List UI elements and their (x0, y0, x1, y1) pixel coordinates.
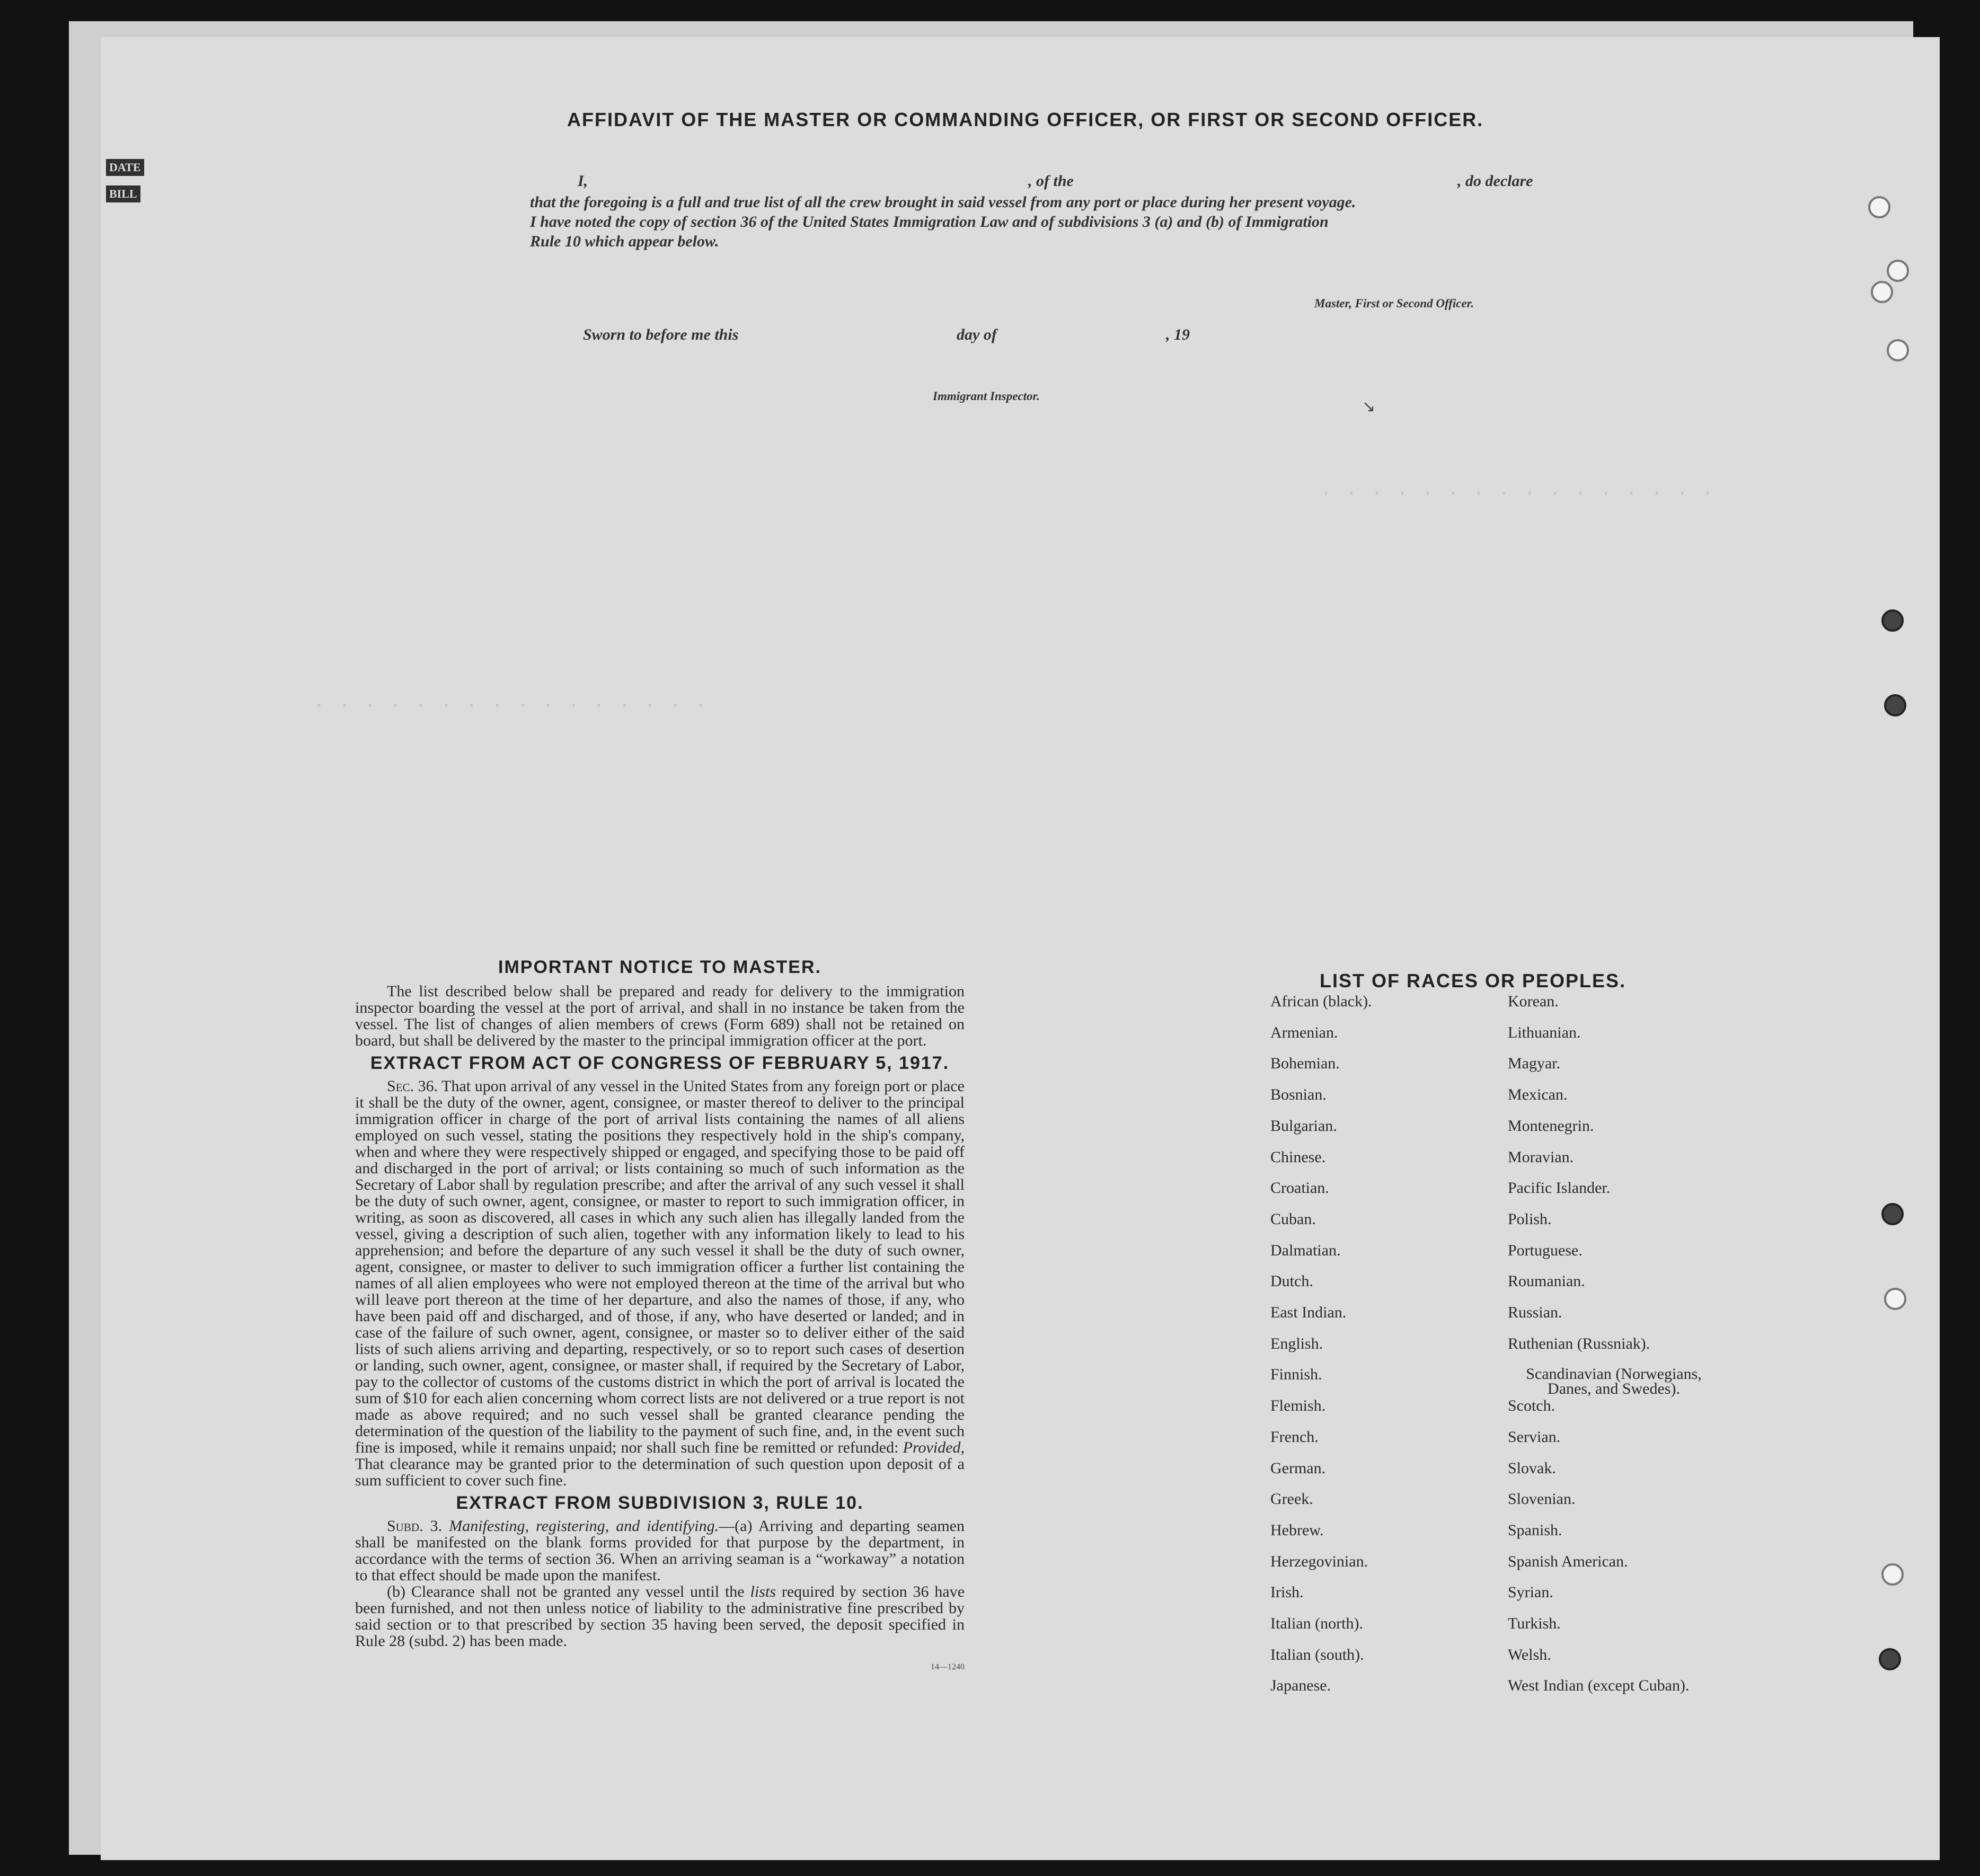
notice-column (355, 959, 965, 1675)
rule-text-b (355, 1583, 965, 1649)
punch-hole (1884, 1288, 1906, 1310)
race-item-left: Dalmatian. (1270, 1242, 1341, 1259)
race-item-left: English. (1270, 1335, 1323, 1352)
race-item-left: Dutch. (1270, 1272, 1313, 1290)
act-heading: EXTRACT FROM ACT OF CONGRESS OF FEBRUARY 5, 1917. (370, 1053, 950, 1073)
master-signature-label: Master, First or Second Officer. (1314, 297, 1474, 310)
race-item-left: Cuban. (1270, 1210, 1316, 1228)
race-item-left: Japanese. (1270, 1677, 1331, 1694)
pen-mark: ↘ (1362, 397, 1376, 416)
race-item-left: Bohemian. (1270, 1055, 1340, 1072)
race-item-right: Scotch. (1508, 1397, 1555, 1414)
race-item-right: Syrian. (1508, 1583, 1553, 1601)
affidavit-line-4: Rule 10 which appear below. (530, 233, 719, 250)
punch-hole (1884, 694, 1906, 716)
race-item-right: Servian. (1508, 1428, 1561, 1446)
race-item-left: Greek. (1270, 1490, 1313, 1508)
race-item-right: Welsh. (1508, 1646, 1551, 1663)
race-item-right: West Indian (except Cuban). (1508, 1677, 1690, 1694)
edge-mark-date: DATE (106, 159, 144, 176)
punch-hole (1868, 196, 1890, 218)
act-provided: Provided, (903, 1439, 965, 1456)
race-item-right: Ruthenian (Russniak). (1508, 1335, 1650, 1352)
race-item-left: Italian (north). (1270, 1615, 1363, 1632)
race-item-right: Scandinavian (Norwegians, Danes, and Swedes). (1526, 1365, 1702, 1397)
form-number: 14—1240 (931, 1662, 965, 1671)
punch-hole (1887, 260, 1909, 282)
rule-body-b1: (b) Clearance shall not be granted any vessel until the (387, 1583, 745, 1600)
race-item-right: Turkish. (1508, 1615, 1561, 1632)
day-of-label: day of (957, 326, 997, 343)
affidavit-heading: AFFIDAVIT OF THE MASTER OR COMMANDING OFFICER, OR FIRST OR SECOND OFFICER. (567, 109, 1484, 130)
rule-subd-label: Subd. 3. (387, 1517, 443, 1535)
affidavit-line-2: that the foregoing is a full and true list of all the crew brought in said vessel from any port or place during her present voyage. (530, 193, 1356, 211)
race-item-right: Mexican. (1508, 1086, 1568, 1103)
rule-heading: EXTRACT FROM SUBDIVISION 3, RULE 10. (456, 1493, 864, 1513)
race-item-left: Flemish. (1270, 1397, 1326, 1414)
race-item-left: Finnish. (1270, 1366, 1322, 1383)
act-body-end: That clearance may be granted prior to the determination of such question upon deposit of a sum sufficient to cover such fine. (355, 1455, 965, 1489)
race-item-right: Slovenian. (1508, 1490, 1576, 1508)
rule-body-b2: required by section 36 have been furnished, and not then unless notice of liability to the administrative fine prescribed by said section or to that prescribed by section 35 having been served, the deposit specified in Rule 28 (subd. 2) has been made. (355, 1583, 965, 1650)
race-item-left: Chinese. (1270, 1148, 1326, 1166)
punch-hole (1887, 339, 1909, 361)
inspector-label: Immigrant Inspector. (933, 390, 1040, 403)
race-item-left: German. (1270, 1459, 1326, 1477)
race-item-right: Roumanian. (1508, 1272, 1585, 1290)
rule-body-b-lists: lists (750, 1583, 776, 1600)
rule-subd-title: Manifesting, registering, and identifying. (449, 1517, 719, 1535)
race-item-left: Bulgarian. (1270, 1117, 1337, 1135)
race-item-right: Korean. (1508, 993, 1559, 1010)
race-item-right: Lithuanian. (1508, 1024, 1581, 1041)
notice-heading: IMPORTANT NOTICE TO MASTER. (498, 957, 821, 977)
race-item-left: Irish. (1270, 1583, 1304, 1601)
edge-mark-bill: BILL (106, 185, 140, 202)
affidavit-line-3: I have noted the copy of section 36 of the United States Immigration Law and of subdivisions 3 (a) and (b) of Immigration (530, 213, 1329, 231)
race-item-left: French. (1270, 1428, 1319, 1446)
race-item-right: Russian. (1508, 1304, 1562, 1321)
punch-hole (1881, 1203, 1904, 1225)
rule-body-a: —(a) Arriving and departing seamen shall be manifested on the blank forms provided for that purpose by the department, in accordance with the terms of section 36. When an arriving seaman is a “workaway” a notation to that effect should be made upon the manifest. (355, 1517, 965, 1584)
punch-hole (1871, 281, 1893, 303)
race-item-right: Montenegrin. (1508, 1117, 1594, 1135)
race-item-left: Herzegovinian. (1270, 1553, 1368, 1570)
document-page (101, 37, 1940, 1860)
race-item-left: Croatian. (1270, 1179, 1329, 1197)
punch-hole (1881, 609, 1904, 632)
race-item-left: Armenian. (1270, 1024, 1338, 1041)
year-label: , 19 (1166, 326, 1190, 343)
races-heading: LIST OF RACES OR PEOPLES. (1320, 970, 1627, 992)
race-item-right: Portuguese. (1508, 1242, 1583, 1259)
punch-hole (1879, 1648, 1901, 1670)
race-item-right: Slovak. (1508, 1459, 1556, 1477)
race-item-left: Bosnian. (1270, 1086, 1327, 1103)
race-item-left: East Indian. (1270, 1304, 1347, 1321)
bleed-through: · · · · · · · · · · · · · · · · (1320, 482, 1714, 506)
affidavit-do-declare: , do declare (1457, 172, 1533, 190)
race-item-left: African (black). (1270, 993, 1372, 1010)
affidavit-i: I, (578, 172, 588, 190)
race-item-right: Moravian. (1508, 1148, 1574, 1166)
sworn-label: Sworn to before me this (583, 326, 739, 343)
act-sec-label: Sec. 36. (387, 1077, 438, 1095)
bleed-through: · · · · · · · · · · · · · · · · (313, 694, 708, 718)
act-text (355, 1078, 965, 1489)
race-item-left: Italian (south). (1270, 1646, 1364, 1663)
rule-text-a (355, 1518, 965, 1583)
race-item-right: Spanish. (1508, 1521, 1562, 1539)
race-item-left: Hebrew. (1270, 1521, 1324, 1539)
race-item-right: Pacific Islander. (1508, 1179, 1611, 1197)
race-item-right: Spanish American. (1508, 1553, 1628, 1570)
race-item-right: Polish. (1508, 1210, 1552, 1228)
punch-hole (1881, 1563, 1904, 1586)
affidavit-of-the: , of the (1028, 172, 1074, 190)
notice-text: The list described below shall be prepared and ready for delivery to the immigration inspector boarding the vessel at the port of arrival, and shall in no instance be taken from the vessel. The list of changes of alien members of crews (Form 689) shall not be retained on board, but shall be delivered by the master to the principal immigration officer at the port. (355, 983, 965, 1049)
race-item-right: Magyar. (1508, 1055, 1561, 1072)
act-body: That upon arrival of any vessel in the United States from any foreign port or place it shall be the duty of the owner, agent, consignee, or master thereof to deliver to the principal immigration officer in charge of the port of arrival lists containing the names of all aliens employed on such vessel, stating the positions they respectively hold in the ship's company, when and where they were respectively shipped or engaged, and specifying those to be paid off and discharged in the port of arrival; or lists containing so much of such information as the Secretary of Labor shall by regulation prescribe; and after the arrival of any such vessel it shall be the duty of such owner, agent, consignee, or master to report to such immigration officer, in writing, as soon as discovered, all cases in which any such alien has illegally landed from the vessel, giving a description of such alien, together with any information likely to lead to his apprehension; and before the departure of any such vessel it shall be the duty of such owner, agent, consignee, or master to deliver to such immigration officer a further list containing the names of all alien employees who were not employed thereon at the time of the arrival but who will leave port thereon at the time of her departure, and also the names of those, if any, who have been paid off and discharged, and of those, if any, who have deserted or landed; and in case of the failure of such owner, agent, consignee, or master so to deliver either of the said lists of such aliens arriving and departing, respectively, or so to report such cases of desertion or landing, such owner, agent, consignee, or master shall, if required by the Secretary of Labor, pay to the collector of customs of the customs district in which the port of arrival is located the sum of $10 for each alien concerning whom correct lists are not delivered or a true report is not made as above required; and no such vessel shall be granted clearance pending the determination of the question of the liability to the payment of such fine, and, in the event such fine is imposed, while it remains unpaid; nor shall such fine be remitted or refunded: (355, 1077, 965, 1456)
